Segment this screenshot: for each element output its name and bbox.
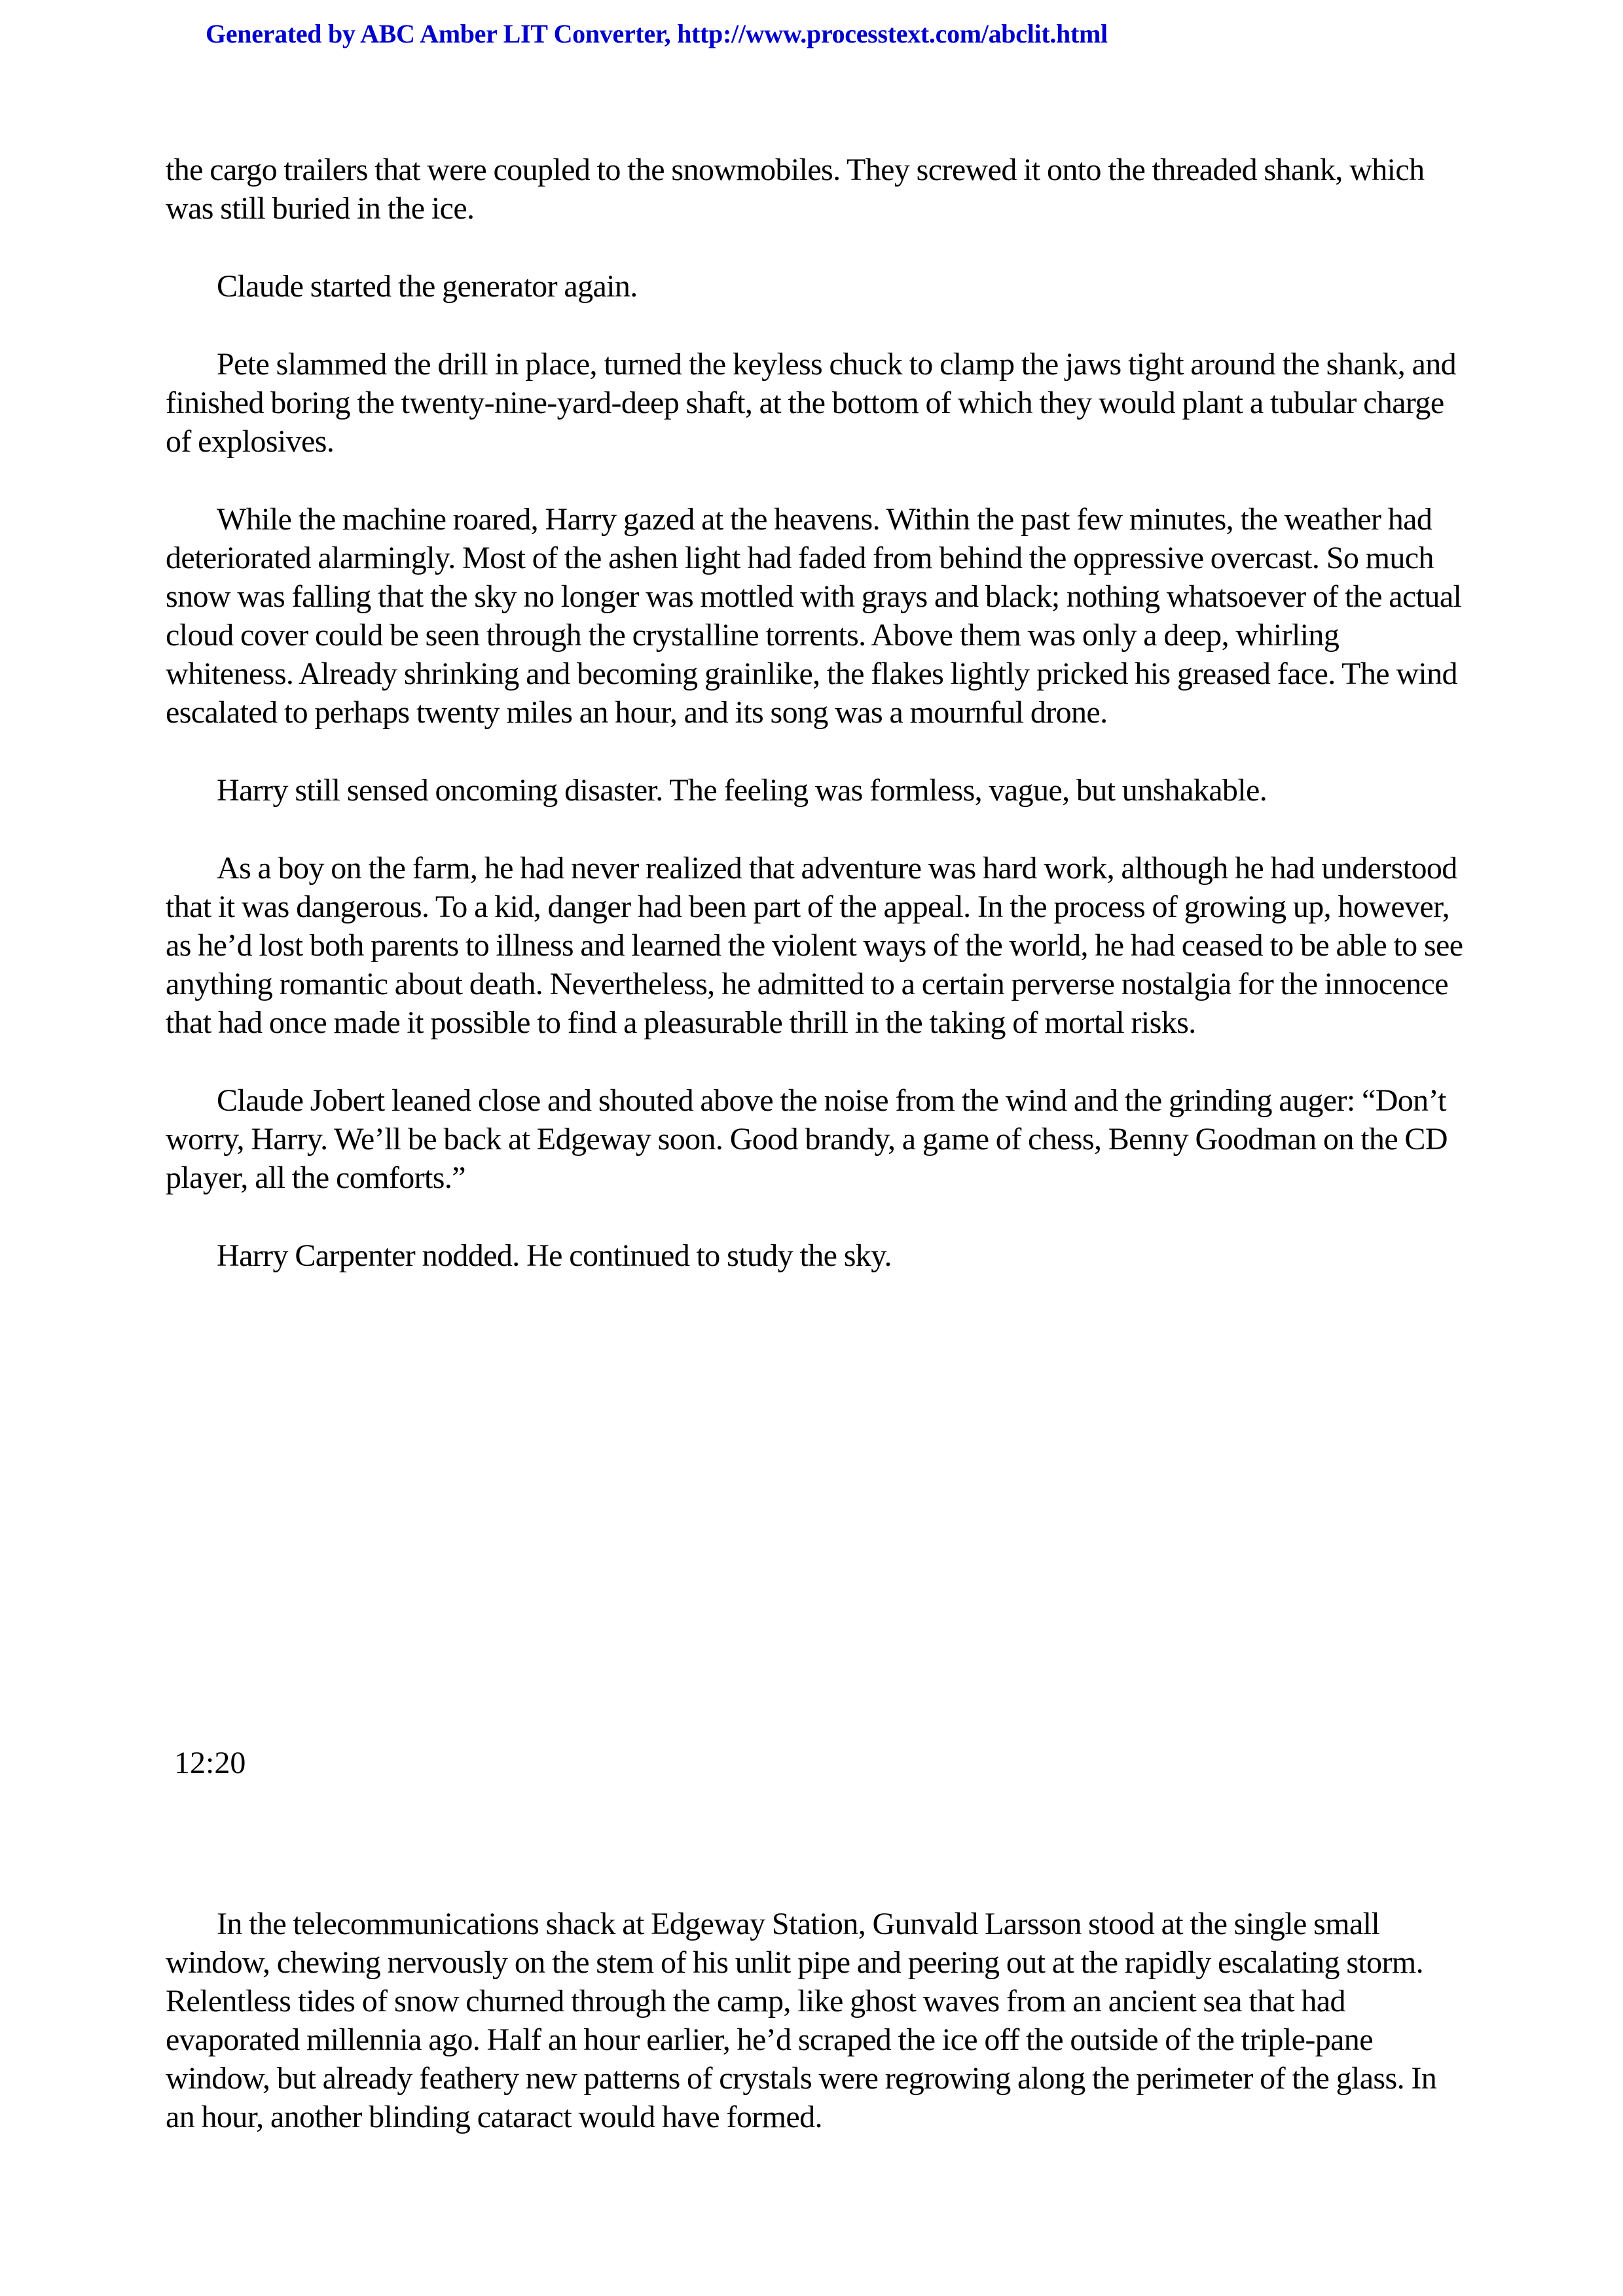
paragraph-8: Harry Carpenter nodded. He continued to study the sky. xyxy=(217,1238,892,1273)
paragraph-6: As a boy on the farm, he had never realized that adventure was hard work, although he had understood that it was dangerous. To a kid, danger had been part of the appeal. In the process of growing up, however, as he’d lost both parents to illness and learned the violent ways of the world, he had ceased to be able to see anything romantic about death. Nevertheless, he admitted to a certain perverse nostalgia for the innocence that had once made it possible to find a pleasurable thrill in the taking of mortal risks. xyxy=(166,851,1463,1040)
paragraph-7: Claude Jobert leaned close and shouted above the noise from the wind and the grinding auger: “Don’t worry, Harry. We’ll be back at Edgeway soon. Good brandy, a game of chess, Benny Goodman on the CD player, all the comforts.” xyxy=(166,1083,1448,1195)
section-time-heading: 12:20 xyxy=(174,1746,246,1780)
paragraph-2: Claude started the generator again. xyxy=(217,269,638,304)
paragraph-3: Pete slammed the drill in place, turned the keyless chuck to clamp the jaws tight around the shank, and finished boring the twenty-nine-yard-deep shaft, at the bottom of which they would plant a tubular charge of explosives. xyxy=(166,347,1457,459)
paragraph-1: the cargo trailers that were coupled to the snowmobiles. They screwed it onto the threaded shank, which was still buried in the ice. xyxy=(166,152,1425,226)
paragraph-5: Harry still sensed oncoming disaster. The feeling was formless, vague, but unshakable. xyxy=(217,773,1267,808)
converter-header: Generated by ABC Amber LIT Converter, http://www.processtext.com/abclit.html xyxy=(206,19,1108,48)
section-text-body xyxy=(166,1905,1468,2176)
section-paragraph-1: In the telecommunications shack at Edgeway Station, Gunvald Larsson stood at the single small window, chewing nervously on the stem of his unlit pipe and peering out at the rapidly escalating storm. Relentless tides of snow churned through the camp, like ghost waves from an ancient sea that had evaporated millennia ago. Half an hour earlier, he’d scraped the ice off the outside of the triple-pane window, but already feathery new patterns of crystals were regrowing along the perimeter of the glass. In an hour, another blinding cataract would have formed. xyxy=(166,1907,1437,2134)
paragraph-4: While the machine roared, Harry gazed at the heavens. Within the past few minutes, the weather had deteriorated alarmingly. Most of the ashen light had faded from behind the oppressive overcast. So much snow was falling that the sky no longer was mottled with grays and black; nothing whatsoever of the actual cloud cover could be seen through the crystalline torrents. Above them was only a deep, whirling whiteness. Already shrinking and becoming grainlike, the flakes lightly pricked his greased face. The wind escalated to perhaps twenty miles an hour, and its song was a mournful drone. xyxy=(166,502,1462,730)
text-body xyxy=(166,151,1468,1314)
